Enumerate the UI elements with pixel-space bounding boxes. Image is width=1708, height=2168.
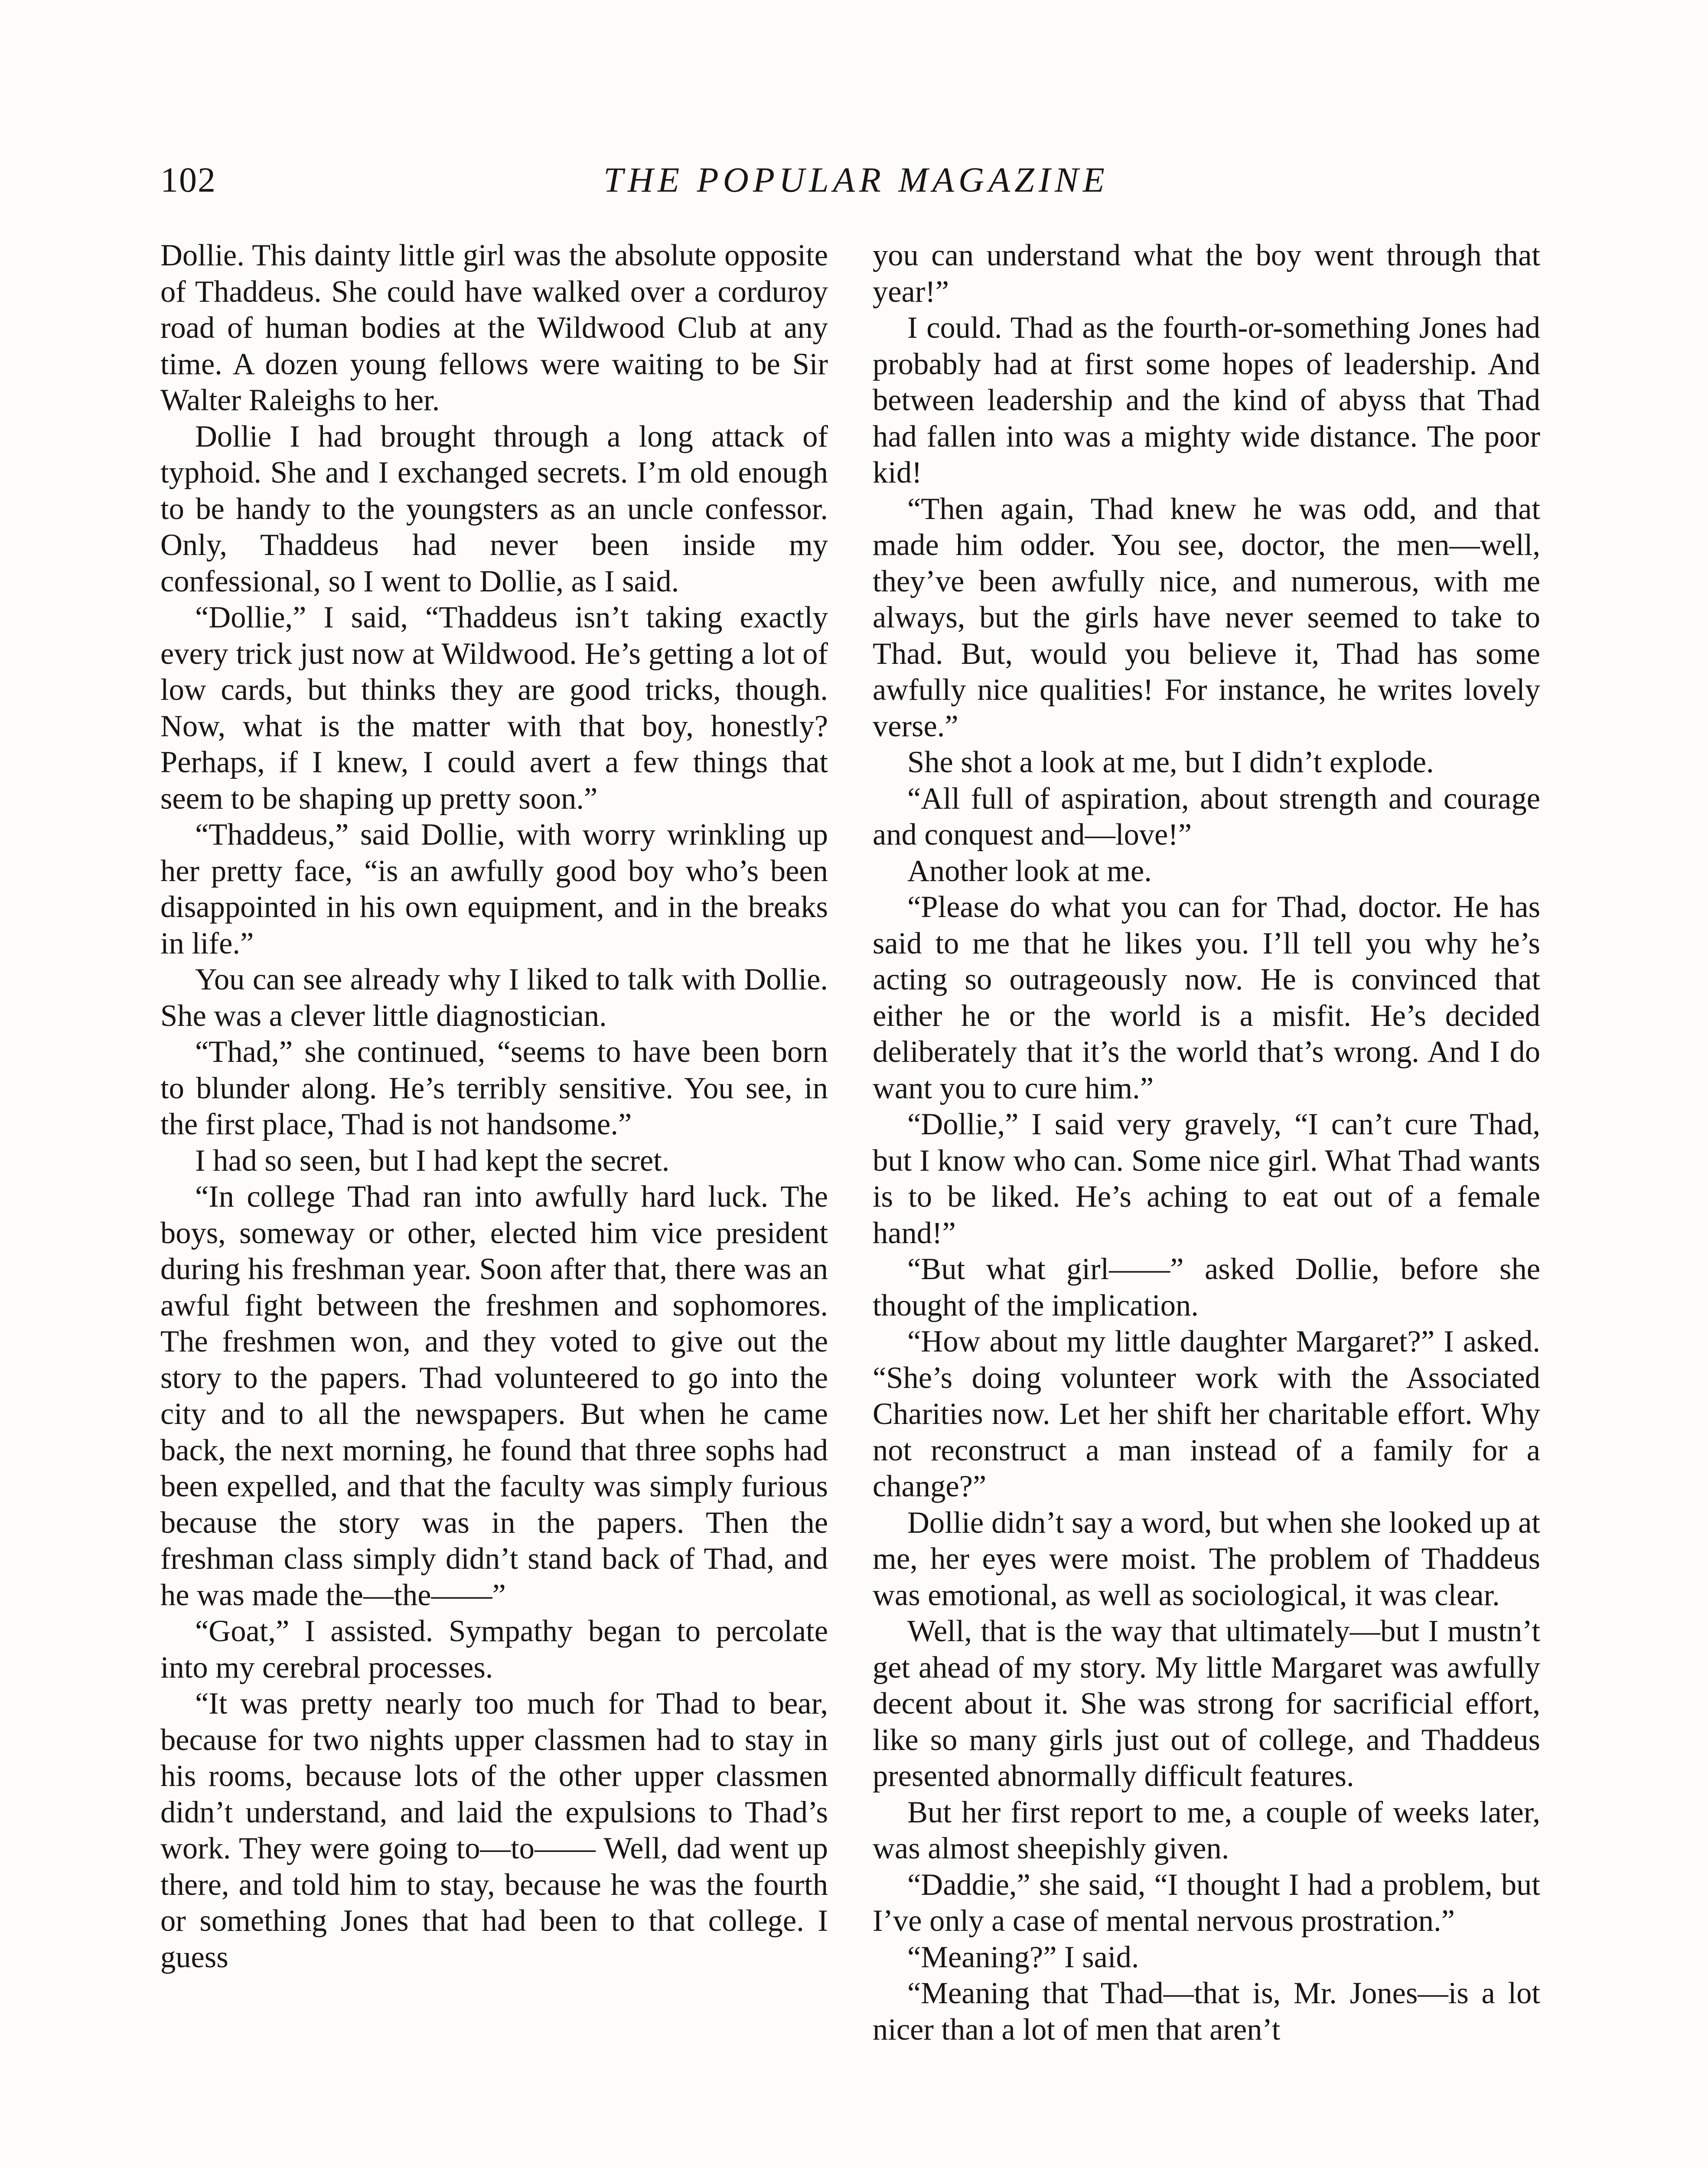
paragraph: “Thaddeus,” said Dollie, with worry wrinkling up her pretty face, “is an awfully good boy who’s been disappointed in his own equipment, and in the breaks in life.” [160, 818, 828, 960]
paragraph: “Meaning?” I said. [907, 1940, 1139, 1974]
paragraph: “Goat,” I assisted. Sympathy began to percolate into my cerebral processes. [160, 1614, 828, 1685]
left-column [160, 238, 828, 1975]
paragraph: Dollie I had brought through a long attack of typhoid. She and I exchanged secrets. I’m old enough to be handy to the youngsters as an uncle confessor. Only, Thaddeus had never been inside my confessional, so I went to Dollie, as I said. [160, 419, 828, 598]
paragraph: Well, that is the way that ultimately—but I mustn’t get ahead of my story. My little Margaret was awfully decent about it. She was strong for sacrificial effort, like so many girls just out of college, and Thaddeus presented abnormally difficult features. [873, 1614, 1540, 1793]
running-title: THE POPULAR MAGAZINE [603, 160, 1109, 199]
paragraph: She shot a look at me, but I didn’t explode. [907, 745, 1434, 779]
paragraph: “Thad,” she continued, “seems to have been born to blunder along. He’s terribly sensitive. You see, in the first place, Thad is not handsome.” [160, 1035, 828, 1141]
page-number: 102 [160, 160, 216, 199]
paragraph: “But what girl——” asked Dollie, before she thought of the implication. [873, 1252, 1540, 1322]
paragraph: I had so seen, but I had kept the secret. [195, 1143, 670, 1178]
paragraph: “All full of aspiration, about strength and courage and conquest and—love!” [873, 781, 1540, 852]
paragraph: “How about my little daughter Margaret?” I asked. “She’s doing volunteer work with the Associated Charities now. Let her shift her charitable effort. Why not reconstruct a man instead of a family for a change?” [873, 1325, 1540, 1503]
paragraph: “Then again, Thad knew he was odd, and that made him odder. You see, doctor, the men—well, they’ve been awfully nice, and numerous, with me always, but the girls have never seemed to take to Thad. But, would you believe it, Thad has some awfully nice qualities! For instance, he writes lovely verse.” [873, 492, 1540, 743]
paragraph: Dollie didn’t say a word, but when she looked up at me, her eyes were moist. The problem of Thaddeus was emotional, as well as sociological, it was clear. [873, 1505, 1540, 1612]
paragraph: You can see already why I liked to talk with Dollie. She was a clever little diagnostician. [160, 963, 828, 1033]
paragraph: “Daddie,” she said, “I thought I had a problem, but I’ve only a case of mental nervous prostration.” [873, 1868, 1540, 1938]
paragraph: “In college Thad ran into awfully hard luck. The boys, someway or other, elected him vice president during his freshman year. Soon after that, there was an awful fight between the freshmen and sophomores. The freshmen won, and they voted to give out the story to the papers. Thad volunteered to go into the city and to all the newspapers. But when he came back, the next morning, he found that three sophs had been expelled, and that the faculty was simply furious because the story was in the papers. Then the freshman class simply didn’t stand back of Thad, and he was made the—the——” [160, 1180, 828, 1612]
right-column [873, 238, 1540, 2048]
paragraph: Another look at me. [907, 854, 1152, 888]
paragraph: “Dollie,” I said very gravely, “I can’t cure Thad, but I know who can. Some nice girl. What Thad wants is to be liked. He’s aching to eat out of a female hand!” [873, 1107, 1540, 1250]
paragraph: “Meaning that Thad—that is, Mr. Jones—is a lot nicer than a lot of men that aren’t [873, 1976, 1540, 2047]
paragraph: “Dollie,” I said, “Thaddeus isn’t taking exactly every trick just now at Wildwood. He’s getting a lot of low cards, but thinks they are good tricks, though. Now, what is the matter with that boy, honestly? Perhaps, if I knew, I could avert a few things that seem to be shaping up pretty soon.” [160, 601, 828, 816]
paragraph: But her first report to me, a couple of weeks later, was almost sheepishly given. [873, 1795, 1540, 1865]
page-header [160, 152, 1552, 208]
paragraph: Dollie. This dainty little girl was the absolute opposite of Thaddeus. She could have walked over a corduroy road of human bodies at the Wildwood Club at any time. A dozen young fellows were waiting to be Sir Walter Raleighs to her. [160, 238, 828, 417]
paragraph: you can understand what the boy went through that year!” [873, 238, 1540, 309]
paragraph: “Please do what you can for Thad, doctor. He has said to me that he likes you. I’ll tell you why he’s acting so outrageously now. He is convinced that either he or the world is a misfit. He’s decided deliberately that it’s the world that’s wrong. And I do want you to cure him.” [873, 890, 1540, 1105]
paragraph: “It was pretty nearly too much for Thad to bear, because for two nights upper classmen had to stay in his rooms, because lots of the other upper classmen didn’t understand, and laid the expulsions to Thad’s work. They were going to—to—— Well, dad went up there, and told him to stay, because he was the fourth or something Jones that had been to that college. I guess [160, 1687, 828, 1974]
paragraph: I could. Thad as the fourth-or-something Jones had probably had at first some hopes of leadership. And between leadership and the kind of abyss that Thad had fallen into was a mighty wide distance. The poor kid! [873, 311, 1540, 490]
